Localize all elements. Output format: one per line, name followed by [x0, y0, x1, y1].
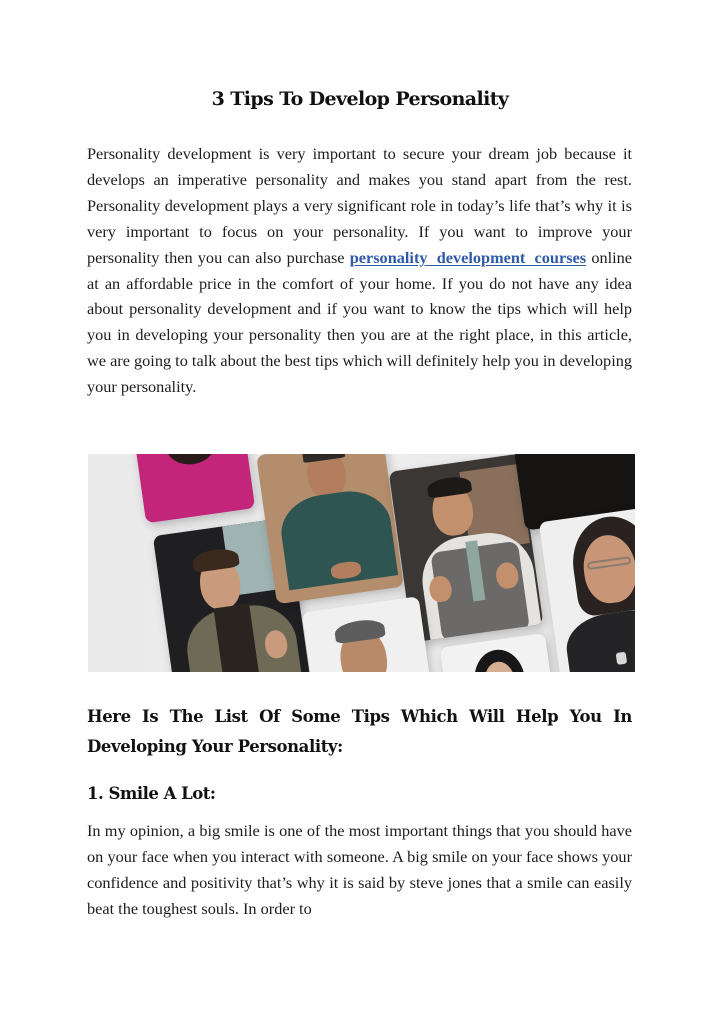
portrait-card [302, 596, 433, 672]
portrait-card [256, 454, 404, 604]
portrait-card [539, 507, 635, 672]
intro-paragraph [87, 141, 632, 400]
hero-image [88, 454, 635, 672]
intro-text-before-link: Personality development is very important to secure your dream job because it develops an imperative personality and makes you stand apart from the rest. Personality development plays a very significant role in today’s life that’s why it is very important to focus on your personality. If you want to improve your personality then you can also purchase [87, 144, 632, 267]
portrait-card [440, 633, 555, 672]
page-title: 3 Tips To Develop Personality [211, 88, 509, 110]
tip-heading: 1. Smile A Lot: [87, 784, 216, 803]
tip-body: In my opinion, a big smile is one of the most important things that you should have on your face when you interact with someone. A big smile on your face shows your confidence and positivity that’s why it is said by steve jones that a smile can easily beat the toughest souls. In order to [87, 821, 632, 918]
intro-text-after-link: online at an affordable price in the comfort of your home. If you do not have any idea about personality development and if you want to know the tips which will help you in developing your personality then you are at the right place, in this article, we are going to talk about the best tips which will definitely help you in developing your personality. [87, 247, 633, 397]
tips-list-heading: Here Is The List Of Some Tips Which Will Help You In Developing Your Personality: [87, 707, 632, 756]
portrait-card [135, 454, 255, 523]
personality-courses-link[interactable]: personality development courses [349, 247, 587, 267]
